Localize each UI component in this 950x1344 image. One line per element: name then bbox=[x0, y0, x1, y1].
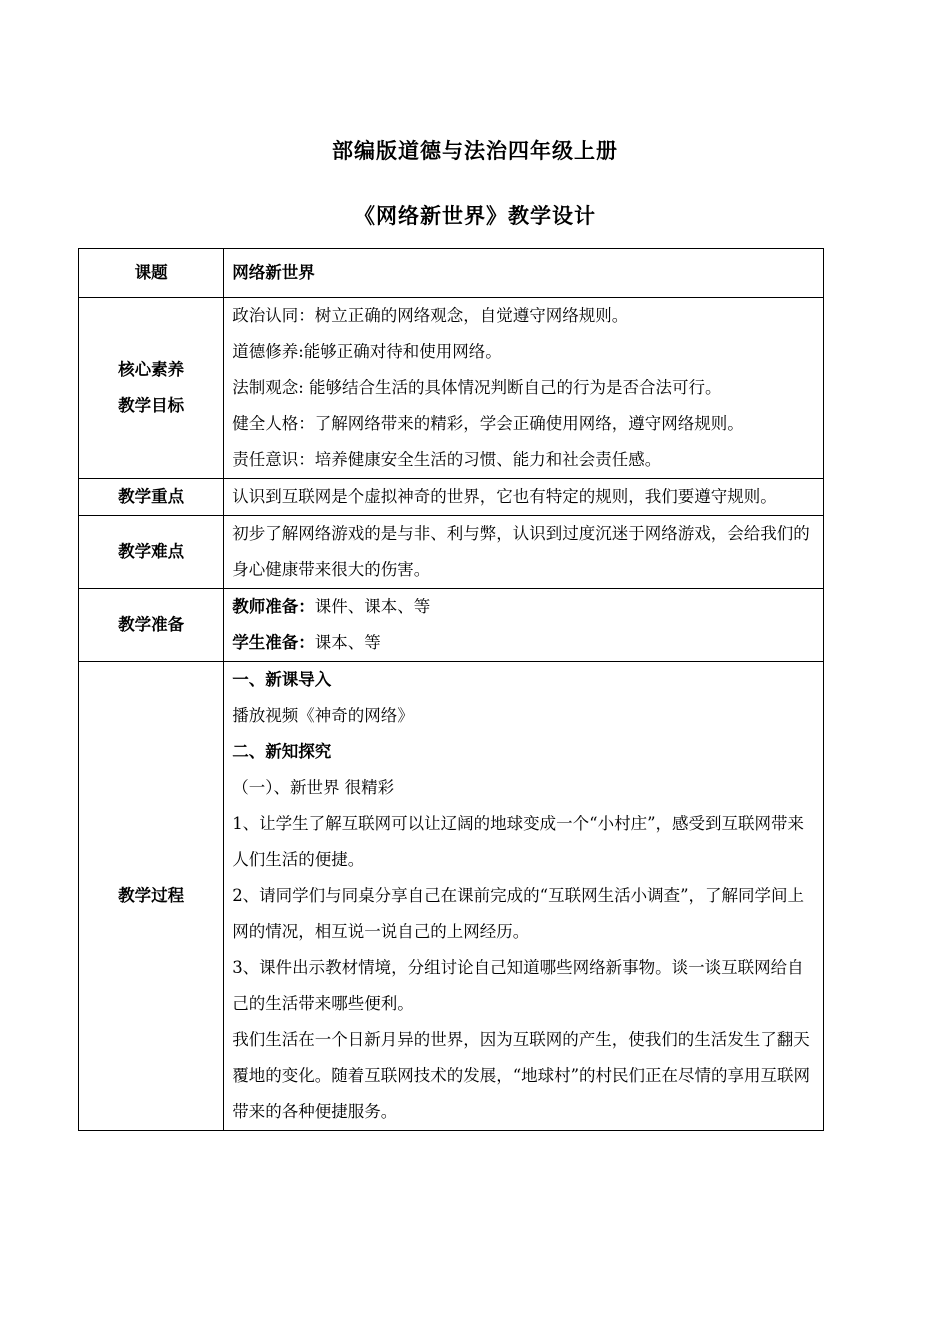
preparation-content bbox=[224, 589, 824, 662]
table-row-difficulties bbox=[79, 516, 824, 589]
process-summary: 我们生活在一个日新月异的世界，因为互联网的产生，使我们的生活发生了翻天覆地的变化。随着互联网技术的发展，“地球村”的村民们正在尽情的享用互联网带来的各种便捷服务。 bbox=[232, 1030, 811, 1121]
document-subtitle: 《网络新世界》教学设计 bbox=[354, 204, 596, 228]
core-literacy-label-line2: 教学目标 bbox=[118, 396, 185, 415]
section1-heading: 一、新课导入 bbox=[232, 670, 332, 689]
student-preparation-value: 课本、等 bbox=[314, 633, 381, 652]
difficulties-text: 初步了解网络游戏的是与非、利与弊，认识到过度沉迷于网络游戏，会给我们的身心健康带来很大的伤害。 bbox=[224, 516, 824, 589]
key-points-label: 教学重点 bbox=[79, 479, 224, 516]
table-row-topic bbox=[79, 249, 824, 298]
topic-value: 网络新世界 bbox=[224, 249, 824, 298]
table-row-core-literacy bbox=[79, 298, 824, 479]
topic-label: 课题 bbox=[79, 249, 224, 298]
difficulties-label: 教学难点 bbox=[79, 516, 224, 589]
process-item-1: 1、让学生了解互联网可以让辽阔的地球变成一个“小村庄”，感受到互联网带来人们生活的便捷。 bbox=[232, 814, 805, 869]
process-item-3: 3、课件出示教材情境，分组讨论自己知道哪些网络新事物。谈一谈互联网给自己的生活带来哪些便利。 bbox=[232, 958, 804, 1013]
table-row-process bbox=[79, 662, 824, 1131]
document-title: 部编版道德与法治四年级上册 bbox=[332, 139, 618, 163]
section2-heading: 二、新知探究 bbox=[232, 742, 332, 761]
teacher-preparation bbox=[232, 589, 815, 625]
student-preparation-label: 学生准备： bbox=[232, 633, 315, 652]
table-row-key-points bbox=[79, 479, 824, 516]
section1-text: 播放视频《神奇的网络》 bbox=[232, 706, 414, 725]
preparation-label: 教学准备 bbox=[79, 589, 224, 662]
teacher-preparation-value: 课件、课本、等 bbox=[314, 597, 431, 616]
subsection1-heading: （一）、新世界 很精彩 bbox=[232, 778, 395, 797]
goal-responsibility: 责任意识：培养健康安全生活的习惯、能力和社会责任感。 bbox=[232, 450, 662, 469]
student-preparation bbox=[232, 625, 815, 661]
goal-moral: 道德修养:能够正确对待和使用网络。 bbox=[232, 342, 502, 361]
core-literacy-content bbox=[224, 298, 824, 479]
process-item-2: 2、请同学们与同桌分享自己在课前完成的“互联网生活小调查”，了解同学间上网的情况，相互说一说自己的上网经历。 bbox=[232, 886, 805, 941]
key-points-text: 认识到互联网是个虚拟神奇的世界，它也有特定的规则，我们要遵守规则。 bbox=[224, 479, 824, 516]
process-label: 教学过程 bbox=[79, 662, 224, 1131]
core-literacy-label-line1: 核心素养 bbox=[118, 360, 185, 379]
goal-political: 政治认同：树立正确的网络观念，自觉遵守网络规则。 bbox=[232, 306, 629, 325]
core-literacy-label bbox=[79, 298, 224, 479]
goal-personality: 健全人格：了解网络带来的精彩，学会正确使用网络，遵守网络规则。 bbox=[232, 414, 744, 433]
lesson-plan-table bbox=[78, 248, 824, 1131]
table-row-preparation bbox=[79, 589, 824, 662]
process-content bbox=[224, 662, 824, 1131]
teacher-preparation-label: 教师准备： bbox=[232, 597, 315, 616]
goal-legal: 法制观念: 能够结合生活的具体情况判断自己的行为是否合法可行。 bbox=[232, 378, 722, 397]
